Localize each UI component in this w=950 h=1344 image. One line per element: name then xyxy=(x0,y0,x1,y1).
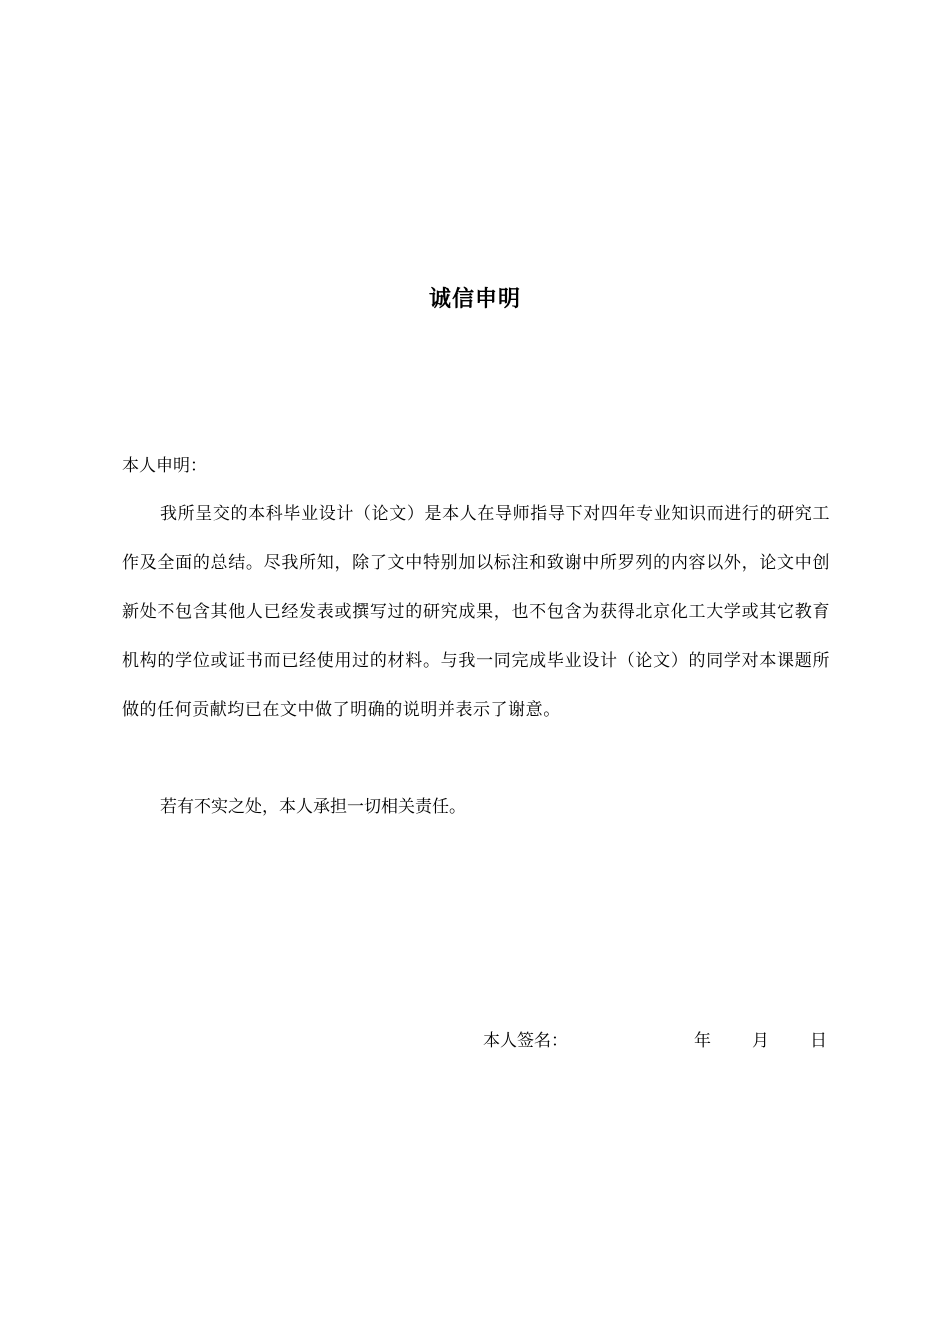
signature-year-label: 年 xyxy=(694,1031,711,1051)
signature-month-label: 月 xyxy=(752,1031,769,1051)
closing-paragraph: 若有不实之处，本人承担一切相关责任。 xyxy=(160,797,466,817)
document-title: 诚信申明 xyxy=(428,287,521,312)
declaration-paragraph: 我所呈交的本科毕业设计（论文）是本人在导师指导下对四年专业知识而进行的研究工作及全面的总结。尽我所知，除了文中特别加以标注和致谢中所罗列的内容以外，论文中创新处不包含其他人已经发表或撰写过的研究成果，也不包含为获得北京化工大学或其它教育机构的学位或证书而已经使用过的材料。与我一同完成毕业设计（论文）的同学对本课题所做的任何贡献均已在文中做了明确的说明并表示了谢意。 xyxy=(122,504,830,720)
signature-label: 本人签名： xyxy=(483,1031,568,1051)
signature-day-label: 日 xyxy=(810,1031,827,1051)
declaration-label: 本人申明： xyxy=(122,456,207,476)
